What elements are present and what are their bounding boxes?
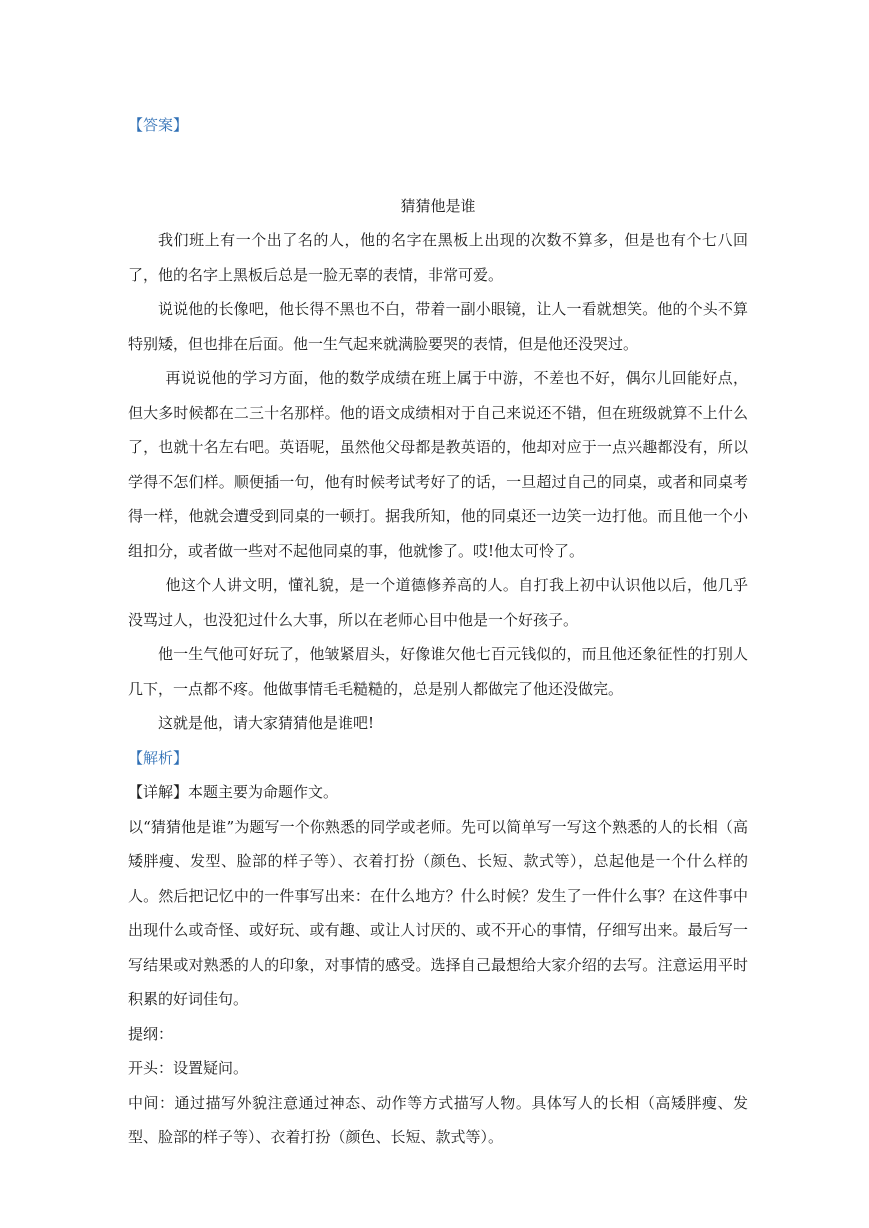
essay-paragraph-5: 他一生气他可好玩了，他皱紧眉头，好像谁欠他七百元钱似的，而且他还象征性的打别人几下，一点都不疼。他做事情毛毛糙糙的，总是别人都做完了他还没做完。: [128, 645, 748, 698]
detail-line: [128, 775, 748, 810]
outline-opening: 开头：设置疑问。: [128, 1059, 249, 1077]
document-content: [128, 108, 748, 1155]
essay-title: 猜猜他是谁: [400, 196, 476, 215]
essay-paragraph-6: 这就是他，请大家猜猜他是谁吧!: [158, 714, 375, 732]
outline-middle: 中间：通过描写外貌注意通过神态、动作等方式描写人物。具体写人的长相（高矮胖瘦、发型、脸部的样子等）、衣着打扮（颜色、长短、款式等）。: [128, 1093, 748, 1146]
detail-text: 本题主要为命题作文。: [188, 783, 339, 801]
analysis-body: 以“猜猜他是谁”为题写一个你熟悉的同学或老师。先可以简单写一写这个熟悉的人的长相（高矮胖瘦、发型、脸部的样子等）、衣着打扮（颜色、长短、款式等），总起他是一个什么样的人。然后把记忆中的一件事写出来：在什么地方？什么时候？发生了一件什么事？在这件事中出现什么或奇怪、或好玩、或有趣、或让人讨厌的、或不开心的事情，仔细写出来。最后写一写结果或对熟悉的人的印象，对事情的感受。选择自己最想给大家介绍的去写。注意运用平时积累的好词佳句。: [128, 817, 748, 1008]
outline-label: 提纲：: [128, 1024, 174, 1043]
essay-paragraph-1: 我们班上有一个出了名的人，他的名字在黑板上出现的次数不算多，但是也有个七八回了，他的名字上黑板后总是一脸无辜的表情，非常可爱。: [128, 231, 748, 284]
essay-paragraph-4: 他这个人讲文明，懂礼貌，是一个道德修养高的人。自打我上初中认识他以后，他几乎没骂过人，也没犯过什么大事，所以在老师心目中他是一个好孩子。: [128, 576, 748, 629]
analysis-label: 【解析】: [128, 748, 189, 767]
detail-label: 【详解】: [128, 783, 189, 801]
essay-paragraph-2: 说说他的长像吧，他长得不黑也不白，带着一副小眼镜，让人一看就想笑。他的个头不算特别矮，但也排在后面。他一生气起来就满脸要哭的表情，但是他还没哭过。: [128, 300, 748, 353]
answer-label: 【答案】: [128, 116, 189, 134]
essay-paragraph-3: 再说说他的学习方面，他的数学成绩在班上属于中游，不差也不好，偶尔儿回能好点，但大多时候都在二三十名那样。他的语文成绩相对于自己来说还不错，但在班级就算不上什么了，也就十名左右吧。英语呢，虽然他父母都是教英语的，他却对应于一点兴趣都没有，所以学得不怎们样。顺便插一句，他有时候考试考好了的话，一旦超过自己的同桌，或者和同桌考得一样，他就会遭受到同桌的一顿打。据我所知，他的同桌还一边笑一边打他。而且他一个小组扣分，或者做一些对不起他同桌的事，他就惨了。哎!他太可怜了。: [128, 369, 748, 560]
